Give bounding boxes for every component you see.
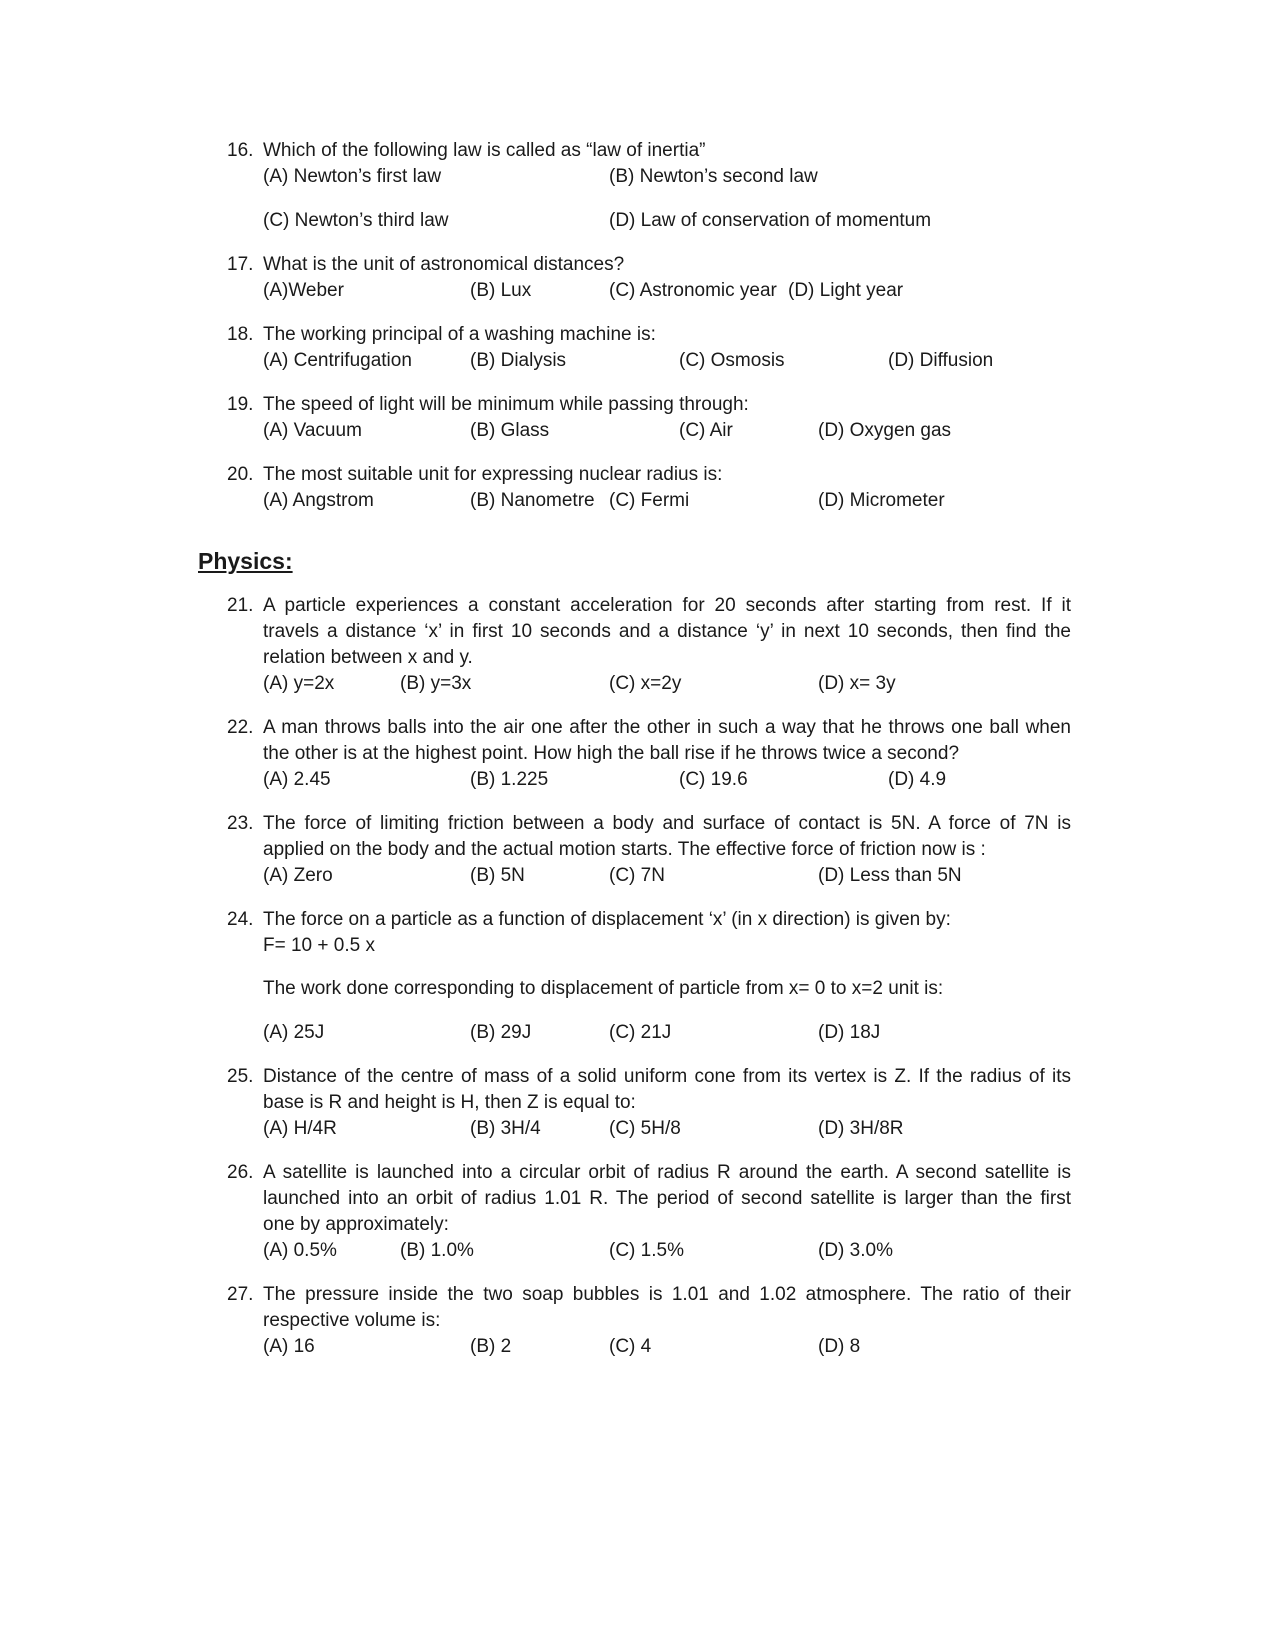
- question-number: 16.: [227, 140, 254, 161]
- option-c: (C) Newton’s third law: [263, 210, 449, 231]
- question-number: 17.: [227, 254, 254, 275]
- question-number: 25.: [227, 1066, 254, 1087]
- option-d: (D) 4.9: [888, 769, 947, 790]
- question-text: The work done corresponding to displacement of particle from x= 0 to x=2 unit is:: [263, 978, 944, 999]
- option-c: (C) 1.5%: [609, 1240, 684, 1261]
- option-d: (D) Micrometer: [818, 490, 945, 511]
- question-text: A man throws balls into the air one after the other in such a way that he throws one ball when: [263, 717, 1071, 738]
- option-b: (B) 5N: [470, 865, 525, 886]
- option-b: (B) Dialysis: [470, 350, 567, 371]
- option-d: (D) Diffusion: [888, 350, 994, 371]
- option-a: (A) H/4R: [263, 1118, 337, 1139]
- option-a: (A) 16: [263, 1336, 315, 1357]
- question-number: 18.: [227, 324, 254, 345]
- question-text: The working principal of a washing machine is:: [263, 324, 656, 345]
- option-c: (C) 5H/8: [609, 1118, 681, 1139]
- question-number: 23.: [227, 813, 254, 834]
- option-b: (B) Lux: [470, 280, 532, 301]
- option-b: (B) 29J: [470, 1022, 532, 1043]
- option-b: (B) 1.0%: [400, 1240, 474, 1261]
- question-text: The speed of light will be minimum while passing through:: [263, 394, 749, 415]
- question-number: 27.: [227, 1284, 254, 1305]
- option-a: (A) 25J: [263, 1022, 325, 1043]
- question-text: relation between x and y.: [263, 647, 473, 668]
- option-c: (C) 4: [609, 1336, 652, 1357]
- option-c: (C) Fermi: [609, 490, 690, 511]
- question-text: The pressure inside the two soap bubbles is 1.01 and 1.02 atmosphere. The ratio of their: [263, 1284, 1071, 1305]
- option-a: (A) 2.45: [263, 769, 331, 790]
- option-b: (B) Glass: [470, 420, 550, 441]
- question-text: A satellite is launched into a circular orbit of radius R around the earth. A second satellite is: [263, 1162, 1071, 1183]
- option-c: (C) Astronomic year: [609, 280, 777, 301]
- option-d: (D) 18J: [818, 1022, 881, 1043]
- option-c: (C) x=2y: [609, 673, 682, 694]
- option-c: (C) 7N: [609, 865, 665, 886]
- question-text: The most suitable unit for expressing nuclear radius is:: [263, 464, 723, 485]
- question-text: travels a distance ‘x’ in first 10 seconds and a distance ‘y’ in next 10 seconds, then find the: [263, 621, 1071, 642]
- option-d: (D) Law of conservation of momentum: [609, 210, 932, 231]
- option-d: (D) 3H/8R: [818, 1118, 904, 1139]
- question-number: 19.: [227, 394, 254, 415]
- question-text: launched into an orbit of radius 1.01 R. The period of second satellite is larger than the first: [263, 1188, 1071, 1209]
- option-d: (D) Less than 5N: [818, 865, 962, 886]
- option-c: (C) 21J: [609, 1022, 672, 1043]
- question-text: A particle experiences a constant acceleration for 20 seconds after starting from rest. If it: [263, 595, 1071, 616]
- option-b: (B) Newton’s second law: [609, 166, 818, 187]
- option-a: (A) Newton’s first law: [263, 166, 442, 187]
- option-a: (A) Centrifugation: [263, 350, 412, 371]
- option-b: (B) 3H/4: [470, 1118, 541, 1139]
- option-b: (B) Nanometre: [470, 490, 595, 511]
- option-d: (D) 8: [818, 1336, 861, 1357]
- question-text: Distance of the centre of mass of a solid uniform cone from its vertex is Z. If the radius of its: [263, 1066, 1071, 1087]
- option-d: (D) 3.0%: [818, 1240, 893, 1261]
- question-text: The force of limiting friction between a body and surface of contact is 5N. A force of 7N is: [263, 813, 1071, 834]
- question-number: 26.: [227, 1162, 254, 1183]
- question-text: the other is at the highest point. How high the ball rise if he throws twice a second?: [263, 743, 960, 764]
- option-a: (A) Vacuum: [263, 420, 362, 441]
- question-number: 22.: [227, 717, 254, 738]
- option-c: (C) 19.6: [679, 769, 748, 790]
- section-heading: Physics:: [198, 548, 293, 574]
- option-a: (A) Zero: [263, 865, 333, 886]
- question-number: 24.: [227, 909, 254, 930]
- question-number: 20.: [227, 464, 254, 485]
- option-d: (D) Light year: [788, 280, 904, 301]
- option-b: (B) 2: [470, 1336, 512, 1357]
- option-b: (B) 1.225: [470, 769, 549, 790]
- question-text: Which of the following law is called as “law of inertia”: [263, 140, 706, 161]
- question-text: respective volume is:: [263, 1310, 441, 1331]
- option-b: (B) y=3x: [400, 673, 472, 694]
- question-text: one by approximately:: [263, 1214, 449, 1235]
- option-c: (C) Air: [679, 420, 733, 441]
- option-d: (D) Oxygen gas: [818, 420, 952, 441]
- question-text: applied on the body and the actual motion starts. The effective force of friction now is :: [263, 839, 986, 860]
- option-c: (C) Osmosis: [679, 350, 785, 371]
- formula: F= 10 + 0.5 x: [263, 935, 375, 956]
- option-d: (D) x= 3y: [818, 673, 896, 694]
- option-a: (A) Angstrom: [263, 490, 374, 511]
- question-text: What is the unit of astronomical distances?: [263, 254, 625, 275]
- option-a: (A)Weber: [263, 280, 344, 301]
- question-number: 21.: [227, 595, 254, 616]
- question-text: The force on a particle as a function of displacement ‘x’ (in x direction) is given by:: [263, 909, 951, 930]
- option-a: (A) y=2x: [263, 673, 335, 694]
- option-a: (A) 0.5%: [263, 1240, 337, 1261]
- question-text: base is R and height is H, then Z is equal to:: [263, 1092, 636, 1113]
